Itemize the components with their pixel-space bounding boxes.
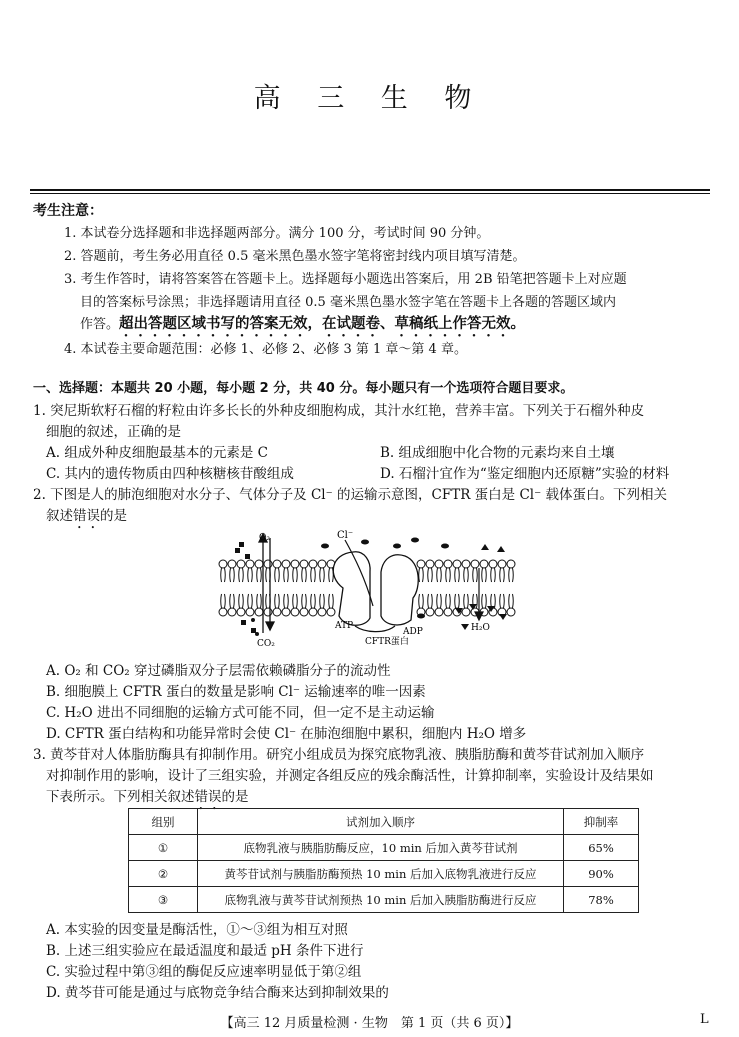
phospholipid-head xyxy=(219,608,227,616)
phospholipid-head xyxy=(507,608,515,616)
table-cell: 90% xyxy=(564,861,639,887)
phospholipid-tail xyxy=(428,568,433,582)
atp-arrow xyxy=(355,626,395,632)
table-header-row xyxy=(129,809,639,835)
phospholipid-head xyxy=(264,560,272,568)
phospholipid-tail xyxy=(230,594,235,608)
phospholipid-head xyxy=(219,560,227,568)
table-cell: ① xyxy=(129,835,198,861)
phospholipid-head xyxy=(489,560,497,568)
q3-option-b: B. 上述三组实验应在最适温度和最适 pH 条件下进行 xyxy=(46,943,364,959)
co2-label: CO₂ xyxy=(257,639,275,649)
table-cell: ③ xyxy=(129,887,198,913)
phospholipid-tail xyxy=(455,568,460,582)
q2-stem-post: 的是 xyxy=(100,508,127,524)
q3-results-table xyxy=(128,808,639,913)
table-row xyxy=(129,861,639,887)
notice-item-1: 1. 本试卷分选择题和非选择题两部分。满分 100 分，考试时间 90 分钟。 xyxy=(64,226,490,241)
phospholipid-tail xyxy=(311,568,316,582)
phospholipid-head xyxy=(300,560,308,568)
notice-item-3-line-3 xyxy=(80,312,525,340)
q3-option-a: A. 本实验的因变量是酶活性，①～③组为相互对照 xyxy=(46,922,348,938)
phospholipid-tail xyxy=(311,594,316,608)
notice-item-2: 2. 答题前，考生务必用直径 0.5 毫米黑色墨水签字笔将密封线内项目填写清楚。 xyxy=(64,249,526,264)
notice-heading: 考生注意： xyxy=(33,203,103,219)
q3-stem-emphasis: 错误 xyxy=(194,789,222,805)
phospholipid-tail xyxy=(455,594,460,608)
q1-stem-line-1: 1. 突尼斯软籽石榴的籽粒由许多长长的外种皮细胞构成，其汁水红艳，营养丰富。下列关于石榴外种皮 xyxy=(33,403,645,419)
h2o-label: H₂O xyxy=(471,623,490,633)
phospholipid-head xyxy=(282,560,290,568)
phospholipid-head xyxy=(300,608,308,616)
phospholipid-tail xyxy=(509,568,514,582)
cftr-label: CFTR蛋白 xyxy=(365,637,409,647)
notice-item-3-line-2: 目的答案标号涂黑；非选择题请用直径 0.5 毫米黑色墨水签字笔在答题卡上各题的答题区域内 xyxy=(80,295,616,310)
table-row xyxy=(129,887,639,913)
q2-option-c: C. H₂O 进出不同细胞的运输方式可能不同，但一定不是主动运输 xyxy=(46,705,435,721)
o2-label: O₂ xyxy=(259,533,270,543)
phospholipid-tail xyxy=(221,594,226,608)
phospholipid-head xyxy=(291,560,299,568)
table-cell: 65% xyxy=(564,835,639,861)
phospholipid-head xyxy=(246,560,254,568)
phospholipid-head xyxy=(282,608,290,616)
phospholipid-head xyxy=(273,560,281,568)
phospholipid-tail xyxy=(329,594,334,608)
q2-option-a: A. O₂ 和 CO₂ 穿过磷脂双分子层需依赖磷脂分子的流动性 xyxy=(46,663,391,679)
notice-item-3-emphasis: 超出答题区域书写的答案无效，在试题卷、草稿纸上作答无效。 xyxy=(119,316,526,332)
phospholipid-head xyxy=(498,560,506,568)
phospholipid-head xyxy=(507,560,515,568)
q3-stem-pre: 下表所示。下列相关叙述 xyxy=(46,789,195,805)
q2-stem-emphasis: 错误 xyxy=(73,508,100,524)
q2-stem-line-2 xyxy=(46,504,127,532)
phospholipid-tail xyxy=(500,594,505,608)
phospholipid-head xyxy=(435,560,443,568)
q1-option-d: D. 石榴汁宜作为“鉴定细胞内还原糖”实验的材料 xyxy=(380,466,670,482)
q1-stem-line-2: 细胞的叙述，正确的是 xyxy=(46,424,181,440)
phospholipid-tail xyxy=(221,568,226,582)
phospholipid-tail xyxy=(257,594,262,608)
phospholipid-tail xyxy=(482,594,487,608)
phospholipid-head xyxy=(480,560,488,568)
page-title: 高 三 生 物 xyxy=(253,83,486,114)
phospholipid-tail xyxy=(329,568,334,582)
phospholipid-tail xyxy=(284,594,289,608)
table-cell: 78% xyxy=(564,887,639,913)
phospholipid-head xyxy=(444,608,452,616)
header-rule-thin xyxy=(30,193,710,194)
phospholipid-tail xyxy=(491,594,496,608)
phospholipid-head xyxy=(228,608,236,616)
phospholipid-tail xyxy=(491,568,496,582)
membrane-transport-figure xyxy=(215,528,525,650)
phospholipid-tail xyxy=(437,594,442,608)
phospholipid-head xyxy=(255,560,263,568)
cftr-protein xyxy=(333,552,418,625)
table-row xyxy=(129,835,639,861)
phospholipid-head xyxy=(471,560,479,568)
q1-option-c: C. 其内的遗传物质由四种核糖核苷酸组成 xyxy=(46,466,294,482)
q3-stem-line-2: 对抑制作用的影响，设计了三组实验，并测定各组反应的残余酶活性，计算抑制率，实验设计及结果如 xyxy=(46,768,654,784)
phospholipid-tail xyxy=(275,594,280,608)
phospholipid-tail xyxy=(500,568,505,582)
table-header-cell: 试剂加入顺序 xyxy=(198,809,564,835)
phospholipid-tail xyxy=(248,568,253,582)
notice-item-4: 4. 本试卷主要命题范围：必修 1、必修 2、必修 3 第 1 章～第 4 章。 xyxy=(64,342,467,357)
phospholipid-tail xyxy=(248,594,253,608)
phospholipid-head xyxy=(444,560,452,568)
phospholipid-head xyxy=(264,608,272,616)
phospholipid-head xyxy=(273,608,281,616)
header-rule-thick xyxy=(30,189,710,191)
phospholipid-tail xyxy=(464,594,469,608)
table-cell: 底物乳液与胰脂肪酶反应，10 min 后加入黄芩苷试剂 xyxy=(198,835,564,861)
q2-stem-pre: 叙述 xyxy=(46,508,73,524)
phospholipid-tail xyxy=(302,594,307,608)
q2-option-d: D. CFTR 蛋白结构和功能异常时会使 Cl⁻ 在肺泡细胞中累积，细胞内 H₂O 增多 xyxy=(46,726,527,742)
table-header-cell: 组别 xyxy=(129,809,198,835)
q3-stem-post: 的是 xyxy=(221,789,249,805)
phospholipid-tail xyxy=(437,568,442,582)
phospholipid-tail xyxy=(446,594,451,608)
q3-stem-line-1: 3. 黄芩苷对人体脂肪酶具有抑制作用。研究小组成员为探究底物乳液、胰脂肪酶和黄芩苷试剂加入顺序 xyxy=(33,747,645,763)
phospholipid-head xyxy=(417,560,425,568)
phospholipid-head xyxy=(255,608,263,616)
phospholipid-tail xyxy=(446,568,451,582)
phospholipid-head xyxy=(426,560,434,568)
q1-option-b: B. 组成细胞中化合物的元素均来自土壤 xyxy=(380,445,615,461)
phospholipid-head xyxy=(246,608,254,616)
phospholipid-head xyxy=(237,560,245,568)
phospholipid-tail xyxy=(293,594,298,608)
adp-label: ADP xyxy=(403,627,423,637)
q2-stem-line-1: 2. 下图是人的肺泡细胞对水分子、气体分子及 Cl⁻ 的运输示意图，CFTR 蛋白是 Cl⁻ 载体蛋白。下列相关 xyxy=(33,487,668,503)
phospholipid-head xyxy=(327,608,335,616)
phospholipid-head xyxy=(453,560,461,568)
q3-option-d: D. 黄芩苷可能是通过与底物竞争结合酶来达到抑制效果的 xyxy=(46,985,389,1001)
phospholipid-tail xyxy=(482,568,487,582)
phospholipid-head xyxy=(318,608,326,616)
phospholipid-tail xyxy=(419,568,424,582)
phospholipid-tail xyxy=(284,568,289,582)
phospholipid-head xyxy=(309,560,317,568)
phospholipid-head xyxy=(462,560,470,568)
phospholipid-tail xyxy=(302,568,307,582)
phospholipid-tail xyxy=(239,594,244,608)
notice-item-3-plain: 作答。 xyxy=(80,317,120,332)
phospholipid-head xyxy=(291,608,299,616)
phospholipid-tail xyxy=(509,594,514,608)
table-header-cell: 抑制率 xyxy=(564,809,639,835)
phospholipid-tail xyxy=(275,568,280,582)
page-footer: 【高三 12 月质量检测 · 生物 第 1 页（共 6 页）】 xyxy=(220,1016,519,1031)
phospholipid-tail xyxy=(320,568,325,582)
footer-version-mark: L xyxy=(700,1012,709,1027)
table-cell: 黄芩苷试剂与胰脂肪酶预热 10 min 后加入底物乳液进行反应 xyxy=(198,861,564,887)
phospholipid-head xyxy=(462,608,470,616)
q2-option-b: B. 细胞膜上 CFTR 蛋白的数量是影响 Cl⁻ 运输速率的唯一因素 xyxy=(46,684,426,700)
cl-label: Cl⁻ xyxy=(337,530,354,541)
phospholipid-tail xyxy=(239,568,244,582)
phospholipid-head xyxy=(435,608,443,616)
phospholipid-head xyxy=(318,560,326,568)
o2-arrow xyxy=(259,534,267,633)
notice-item-3-line-1: 3. 考生作答时，请将答案答在答题卡上。选择题每小题选出答案后，用 2B 铅笔把答题卡上对应题 xyxy=(64,272,627,287)
phospholipid-head xyxy=(309,608,317,616)
q1-option-a: A. 组成外种皮细胞最基本的元素是 C xyxy=(46,445,268,461)
phospholipid-tail xyxy=(320,594,325,608)
phospholipid-tail xyxy=(293,568,298,582)
table-cell: ② xyxy=(129,861,198,887)
phospholipid-tail xyxy=(428,594,433,608)
phospholipid-head xyxy=(426,608,434,616)
phospholipid-head xyxy=(228,560,236,568)
phospholipid-tail xyxy=(257,568,262,582)
phospholipid-tail xyxy=(464,568,469,582)
phospholipid-head xyxy=(237,608,245,616)
phospholipid-tail xyxy=(419,594,424,608)
table-cell: 底物乳液与黄芩苷试剂预热 10 min 后加入胰脂肪酶进行反应 xyxy=(198,887,564,913)
molecule-markers xyxy=(235,538,507,637)
atp-label: ATP xyxy=(335,621,354,631)
phospholipid-tail xyxy=(230,568,235,582)
q3-option-c: C. 实验过程中第③组的酶促反应速率明显低于第②组 xyxy=(46,964,362,980)
section-heading: 一、选择题：本题共 20 小题，每小题 2 分，共 40 分。每小题只有一个选项符合题目要求。 xyxy=(33,381,574,396)
phospholipid-tail xyxy=(473,568,478,582)
